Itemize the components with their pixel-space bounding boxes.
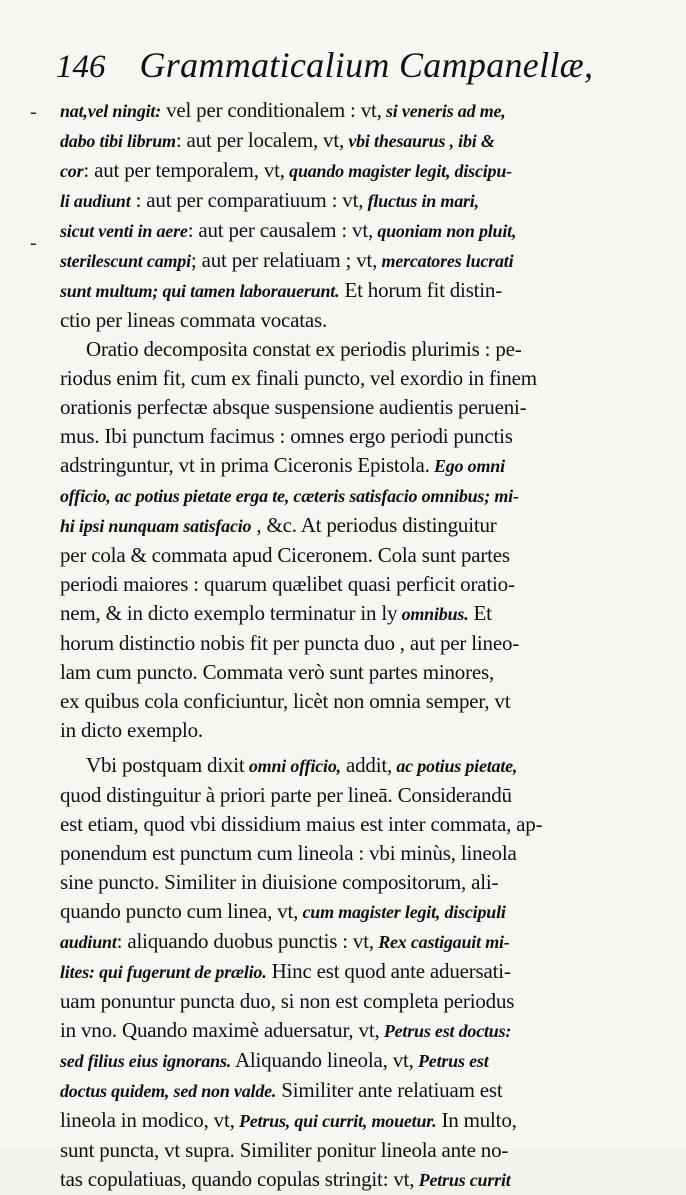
text-line <box>60 393 660 422</box>
italic-text-segment: sicut venti in aere <box>60 221 188 241</box>
text-line <box>60 751 660 781</box>
italic-text-segment: doctus quidem, sed non valde. <box>60 1081 277 1101</box>
text-segment: vel per conditionalem : vt, <box>161 98 382 122</box>
margin-mark: - <box>30 232 37 254</box>
italic-text-segment: fluctus in mari, <box>363 191 479 211</box>
text-segment: ex quibus cola conficiuntur, licèt non omnia semper, vt <box>60 689 511 713</box>
margin-mark: - <box>30 101 37 123</box>
text-line <box>60 156 660 186</box>
text-line <box>60 716 660 745</box>
text-line <box>60 451 660 481</box>
text-line <box>60 96 660 126</box>
text-segment: ponendum est punctum cum lineola : vbi minùs, lineola <box>60 841 517 865</box>
text-segment: Oratio decomposita constat ex periodis plurimis : pe- <box>86 337 522 361</box>
text-segment: ctio per lineas commata vocatas. <box>60 308 328 332</box>
italic-text-segment: Petrus currit <box>414 1170 511 1190</box>
text-segment: in vno. Quando maximè aduersatur, vt, <box>60 1018 380 1042</box>
page-header <box>56 44 656 96</box>
text-segment: uam ponuntur puncta duo, si non est completa periodus <box>60 989 515 1013</box>
text-line <box>60 1106 660 1136</box>
text-line <box>60 422 660 451</box>
text-segment: Similiter ante relatiuam est <box>276 1078 503 1102</box>
text-line <box>60 629 660 658</box>
text-segment: : aut per localem, vt, <box>175 128 345 152</box>
text-line <box>60 364 660 393</box>
italic-text-segment: Ego omni <box>429 456 505 476</box>
italic-text-segment: si veneris ad me, <box>381 101 506 121</box>
text-line <box>60 570 660 599</box>
text-segment: tas copulatiuas, quando copulas stringit: vt, <box>60 1167 415 1191</box>
italic-text-segment: Petrus, qui currit, mouetur. <box>234 1111 437 1131</box>
text-segment: : aut per temporalem, vt, <box>83 158 285 182</box>
text-segment: sine puncto. Similiter in diuisione compositorum, ali- <box>60 870 499 894</box>
text-line <box>60 1046 660 1076</box>
text-segment: horum distinctio nobis fit per puncta duo , aut per lineo- <box>60 631 520 655</box>
text-segment: in dicto exemplo. <box>60 718 203 742</box>
italic-text-segment: sed filius eius ignorans. <box>60 1051 232 1071</box>
text-segment: nem, & in dicto exemplo terminatur in ly <box>60 601 398 625</box>
text-segment: Hinc est quod ante aduersati- <box>266 959 511 983</box>
text-line <box>60 1076 660 1106</box>
text-segment: quando puncto cum linea, vt, <box>60 899 299 923</box>
text-line <box>60 335 660 364</box>
text-line <box>60 541 660 570</box>
italic-text-segment: omni officio, <box>244 756 341 776</box>
italic-text-segment: audiunt <box>60 932 117 952</box>
text-segment: per cola & commata apud Ciceronem. Cola sunt partes <box>60 543 510 567</box>
text-line <box>60 658 660 687</box>
text-line <box>60 781 660 810</box>
text-segment: Aliquando lineola, vt, <box>231 1048 414 1072</box>
italic-text-segment: cor <box>60 161 84 181</box>
italic-text-segment: quando magister legit, discipu- <box>284 161 512 181</box>
italic-text-segment: dabo tibi librum <box>60 131 176 151</box>
italic-text-segment: hi ipsi nunquam satisfacio <box>60 516 252 536</box>
text-segment: est etiam, quod vbi dissidium maius est inter commata, ap- <box>60 812 543 836</box>
italic-text-segment: Petrus est doctus: <box>379 1021 512 1041</box>
text-line <box>60 1016 660 1046</box>
text-line <box>60 987 660 1016</box>
italic-text-segment: quoniam non pluit, <box>373 221 517 241</box>
text-segment: mus. Ibi punctum facimus : omnes ergo periodi punctis <box>60 424 513 448</box>
text-segment: lam cum puncto. Commata verò sunt partes minores, <box>60 660 495 684</box>
italic-text-segment: omnibus. <box>397 604 469 624</box>
text-segment: quod distinguitur à priori parte per lineā. Considerandū <box>60 783 512 807</box>
text-segment: : aut per comparatiuum : vt, <box>130 188 364 212</box>
italic-text-segment: sterilescunt campi <box>60 251 191 271</box>
italic-text-segment: cum magister legit, discipuli <box>298 902 506 922</box>
italic-text-segment: Petrus est <box>413 1051 489 1071</box>
italic-text-segment: sunt multum; qui tamen laborauerunt. <box>60 281 340 301</box>
text-segment: riodus enim fit, cum ex finali puncto, vel exordio in finem <box>60 366 537 390</box>
text-line <box>60 687 660 716</box>
text-line <box>60 839 660 868</box>
running-title: Grammaticalium Campanellæ, <box>139 45 594 85</box>
text-line <box>60 599 660 629</box>
text-segment: sunt puncta, vt supra. Similiter ponitur lineola ante no- <box>60 1138 509 1162</box>
text-segment: , &c. At periodus distinguitur <box>251 513 497 537</box>
italic-text-segment: li audiunt <box>60 191 131 211</box>
text-segment: Et horum fit distin- <box>339 278 503 302</box>
text-line <box>60 126 660 156</box>
text-segment: Vbi postquam dixit <box>86 753 245 777</box>
text-line <box>60 186 660 216</box>
text-segment: Et <box>468 601 492 625</box>
text-line <box>60 868 660 897</box>
text-line <box>60 481 660 511</box>
text-segment: In multo, <box>436 1108 517 1132</box>
italic-text-segment: officio, ac potius pietate erga te, cæteris satisfacio omnibus; mi- <box>60 486 519 506</box>
text-segment: : aliquando duobus punctis : vt, <box>116 929 374 953</box>
text-line <box>60 216 660 246</box>
text-segment: orationis perfectæ absque suspensione audientis perueni- <box>60 395 527 419</box>
text-line <box>60 927 660 957</box>
text-line <box>60 306 660 335</box>
italic-text-segment: vbi thesaurus , ibi & <box>344 131 495 151</box>
page-number: 146 <box>56 49 106 85</box>
italic-text-segment: nat,vel ningit: <box>60 101 162 121</box>
text-line <box>60 511 660 541</box>
text-segment: : aut per causalem : vt, <box>187 218 374 242</box>
text-line <box>60 897 660 927</box>
text-line <box>60 1136 660 1165</box>
text-segment: ; aut per relatiuam ; vt, <box>190 248 378 272</box>
italic-text-segment: mercatores lucrati <box>377 251 514 271</box>
text-line <box>60 276 660 306</box>
body-text <box>60 96 660 1195</box>
italic-text-segment: Rex castigauit mi- <box>373 932 510 952</box>
text-segment: addit, <box>340 753 393 777</box>
text-segment: periodi maiores : quarum quælibet quasi perficit oratio- <box>60 572 515 596</box>
text-line <box>60 810 660 839</box>
text-line <box>60 246 660 276</box>
text-line <box>60 957 660 987</box>
italic-text-segment: lites: qui fugerunt de prælio. <box>60 962 267 982</box>
text-segment: adstringuntur, vt in prima Ciceronis Epistola. <box>60 453 430 477</box>
text-line <box>60 1165 660 1195</box>
italic-text-segment: ac potius pietate, <box>392 756 518 776</box>
text-segment: lineola in modico, vt, <box>60 1108 235 1132</box>
